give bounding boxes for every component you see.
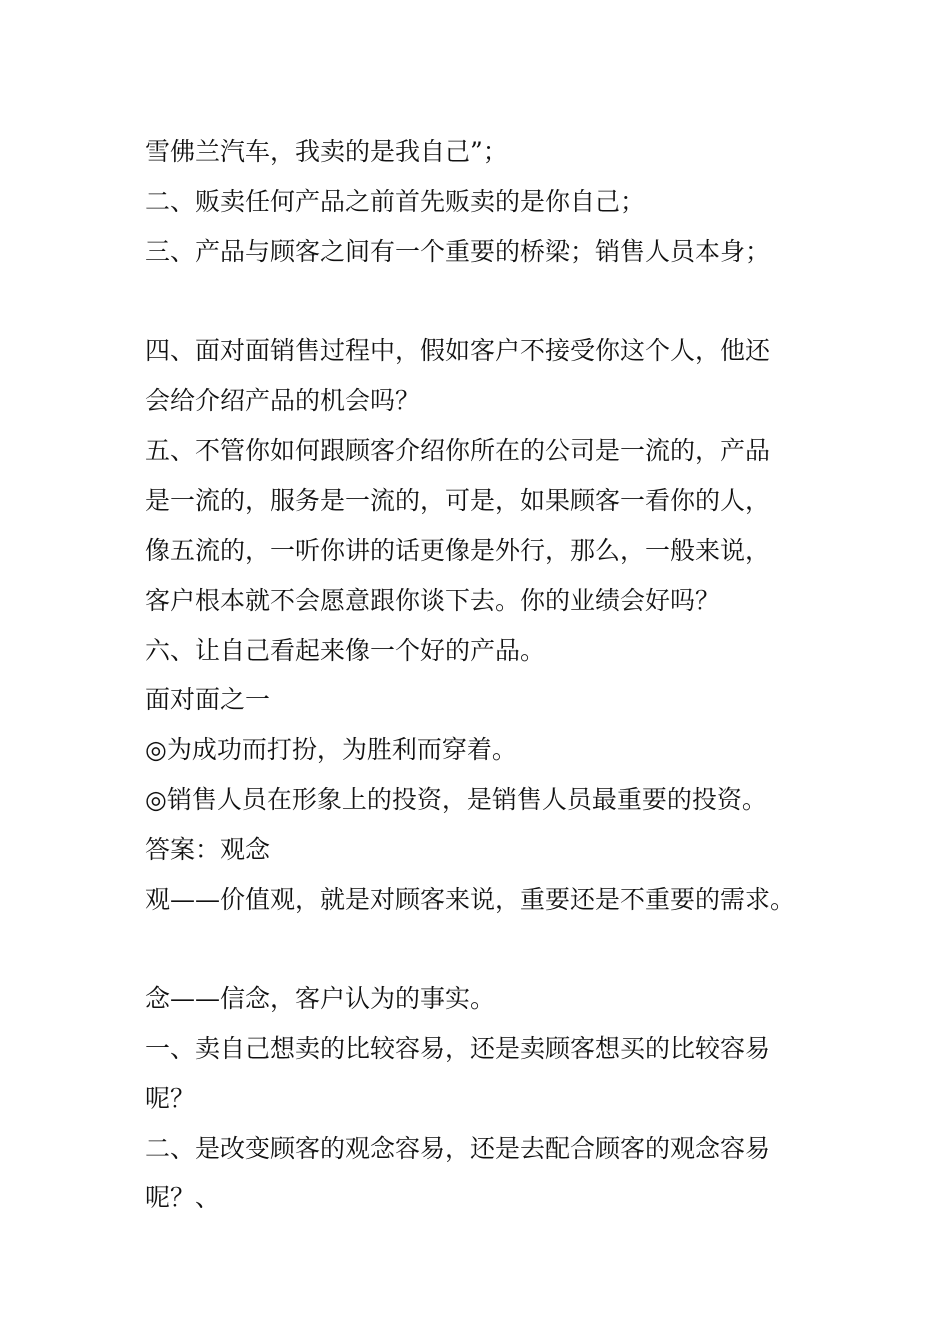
text-line: 呢？	[145, 1084, 196, 1113]
text-line: 面对面之一	[145, 685, 271, 714]
text-line: 二、贩卖任何产品之前首先贩卖的是你自己；	[145, 187, 646, 216]
text-line: ◎为成功而打扮，为胜利而穿着。	[145, 735, 517, 764]
text-line: 呢？、	[145, 1183, 221, 1212]
text-line: 一、卖自己想卖的比较容易，还是卖顾客想买的比较容易	[145, 1034, 771, 1063]
text-line: 念——信念，客户认为的事实。	[145, 984, 496, 1013]
text-line: 雪佛兰汽车，我卖的是我自己”；	[145, 137, 508, 166]
text-line: 答案：观念	[145, 835, 271, 864]
text-line: 二、是改变顾客的观念容易，还是去配合顾客的观念容易	[145, 1134, 771, 1163]
text-line: ◎销售人员在形象上的投资，是销售人员最重要的投资。	[145, 785, 767, 814]
text-line: 观——价值观，就是对顾客来说，重要还是不重要的需求。	[145, 885, 796, 914]
text-line: 六、让自己看起来像一个好的产品。	[145, 636, 546, 665]
text-line: 像五流的，一听你讲的话更像是外行，那么，一般来说，	[145, 536, 771, 565]
text-line: 五、不管你如何跟顾客介绍你所在的公司是一流的，产品	[145, 436, 771, 465]
text-line: 会给介绍产品的机会吗？	[145, 386, 421, 415]
text-line: 客户根本就不会愿意跟你谈下去。你的业绩会好吗？	[145, 586, 721, 615]
text-line: 是一流的，服务是一流的，可是，如果顾客一看你的人，	[145, 486, 771, 515]
text-line: 三、产品与顾客之间有一个重要的桥梁；销售人员本身；	[145, 237, 771, 266]
text-line: 四、面对面销售过程中，假如客户不接受你这个人，他还	[145, 336, 771, 365]
